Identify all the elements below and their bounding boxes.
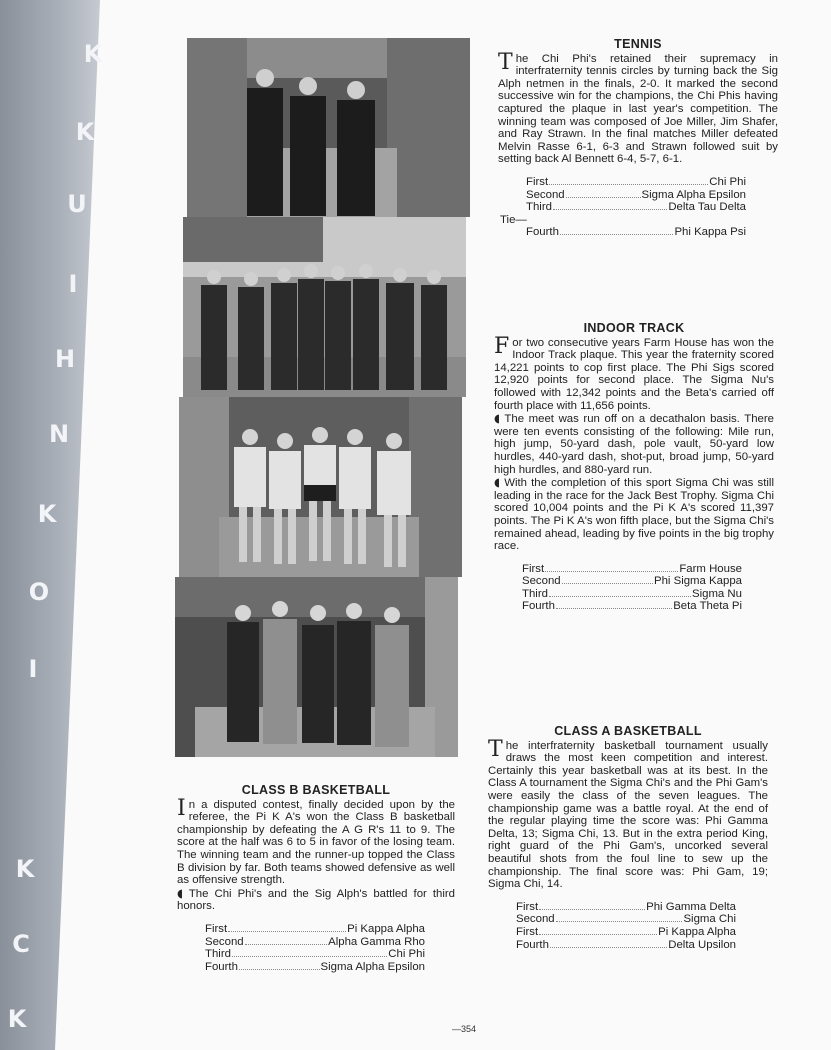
standing-row: First Chi Phi — [526, 175, 746, 188]
sidebar-letter: N — [48, 420, 70, 448]
standing-row: Fourth Phi Kappa Psi — [526, 226, 746, 239]
standing-row: Second Sigma Alpha Epsilon — [526, 188, 746, 201]
sidebar-letter: U — [67, 190, 87, 218]
sidebar-letter: K — [15, 855, 35, 883]
standing-row: Fourth Delta Upsilon — [516, 938, 736, 951]
tennis-body-text: he Chi Phi's retained their supremacy in interfraternity tennis circles by turning back the Sig Alph netmen in the finals, 2-0. It marked the second successive win for the champions, the Chi Phis having captured the plaque in last year's competition. The winning team was composed of Joe Miller, Jim Shafer, and Ray Strawn. In the final matches Miller defeated Melvin Rasse 6-1, 6-3 and Strawn followed suit by setting back Al Bennett 6-4, 5-7, 6-1. — [498, 52, 778, 166]
indoor-track-section — [494, 322, 774, 613]
sidebar-letter: I — [68, 270, 78, 298]
drop-cap: T — [498, 49, 513, 75]
standing-row: Fourth Beta Theta Pi — [522, 600, 742, 613]
standing-row: Fourth Sigma Alpha Epsilon — [205, 960, 425, 973]
standing-row: Third Sigma Nu — [522, 587, 742, 600]
tennis-title: TENNIS — [614, 37, 662, 51]
standing-row: Second Sigma Chi — [516, 913, 736, 926]
sidebar-letter: K — [83, 40, 103, 68]
sidebar-letter: K — [37, 500, 57, 528]
standing-row: Second Alpha Gamma Rho — [205, 935, 425, 948]
indoor-track-title: INDOOR TRACK — [583, 321, 685, 335]
sidebar-letter: C — [12, 930, 30, 958]
class-a-body — [488, 736, 768, 891]
sidebar-letter: K — [75, 118, 95, 146]
photo-tennis-team — [187, 38, 470, 217]
indoor-track-body-text: or two consecutive years Farm House has won the Indoor Track plaque. This year the fraternity scored 14,221 points to cop first place. The Phi Sigs scored 12,920 points for second place. The Sigma Nu's followed with 12,342 points and the Beta's carried off fourth place with 11,656 points. — [494, 336, 774, 412]
sidebar-letter: K — [7, 1005, 27, 1033]
class-b-para2: ◖ The Chi Phi's and the Sig Alph's battled for third honors. — [177, 885, 455, 913]
photo-basketball-team — [175, 577, 458, 757]
tennis-standings — [500, 175, 746, 239]
sidebar-letter: I — [28, 655, 38, 683]
standing-row: Second Phi Sigma Kappa — [522, 575, 742, 588]
standing-row: Third Chi Phi — [205, 948, 425, 961]
class-a-body-text: he interfraternity basketball tournament usually draws the most keen competition and interest. Certainly this year basketball was at its best. In the Class A tournament the Sigma Chi's and the Phi Gam's were easily the class of the seven leagues. The championship game was a battle royal. At the end of the regular playing time the score was: Phi Gamma Delta, 13; Sigma Chi, 13. But in the extra period King, right guard of the Phi Gam's, uncorked several beautiful shots from the foul line to sew up the championship. The final score was: Phi Gam, 19; Sigma Chi, 14. — [488, 739, 768, 891]
standing-row: First Farm House — [522, 562, 742, 575]
tennis-body — [498, 49, 778, 166]
bullet-icon: ◖ — [494, 475, 501, 490]
standing-row: First Pi Kappa Alpha — [205, 922, 425, 935]
class-a-standings — [516, 901, 736, 951]
photo-track-team — [179, 397, 462, 577]
sidebar-letter: H — [54, 345, 76, 373]
photo-group-suits — [183, 217, 466, 397]
standing-row: Tie— — [500, 213, 527, 226]
standing-row: First Phi Gamma Delta — [516, 900, 736, 913]
class-b-title: CLASS B BASKETBALL — [241, 783, 391, 797]
indoor-track-standings — [522, 563, 742, 613]
indoor-track-para3: ◖ With the completion of this sport Sigma Chi was still leading in the race for the Jack Best Trophy. Sigma Chi scored 10,004 points and the Pi K A's scored 11,397 points. The Pi K A's won fifth place, but the Sigma Chi's remained ahead, leading by five points in the big trophy race. — [494, 475, 774, 553]
drop-cap: F — [494, 333, 510, 359]
class-b-body — [177, 795, 455, 887]
page-number: —354 — [452, 1024, 477, 1034]
sidebar-letter: O — [28, 578, 50, 606]
tennis-section — [498, 38, 778, 239]
class-b-standings — [205, 923, 425, 973]
drop-cap: T — [488, 736, 503, 762]
class-a-title: CLASS A BASKETBALL — [554, 724, 702, 738]
indoor-track-body — [494, 333, 774, 413]
bullet-icon: ◖ — [494, 411, 501, 426]
class-a-section — [488, 725, 768, 951]
indoor-track-para2: ◖ The meet was run off on a decathalon basis. There were ten events consisting of the following: Mile run, high jump, 50-yard dash, pole vault, 50-yard low hurdles, 440-yard dash, shot-put, broad jump, 50-yard high hurdles, and 880-yard run. — [494, 411, 775, 476]
class-b-body-text: n a disputed contest, finally decided upon by the referee, the Pi K A's won the Class B basketball championship by defeating the A G R's 11 to 9. The score at the half was 6 to 5 in favor of the losing team. The winning team and the runner-up topped the Class B division by far. Both teams showed defensive as well as offensive strength. — [177, 798, 455, 887]
standing-row: Third Delta Tau Delta — [526, 201, 746, 214]
drop-cap: I — [177, 795, 186, 821]
standing-row: First Pi Kappa Alpha — [516, 925, 736, 938]
bullet-icon: ◖ — [177, 885, 184, 900]
class-b-section — [177, 784, 455, 973]
